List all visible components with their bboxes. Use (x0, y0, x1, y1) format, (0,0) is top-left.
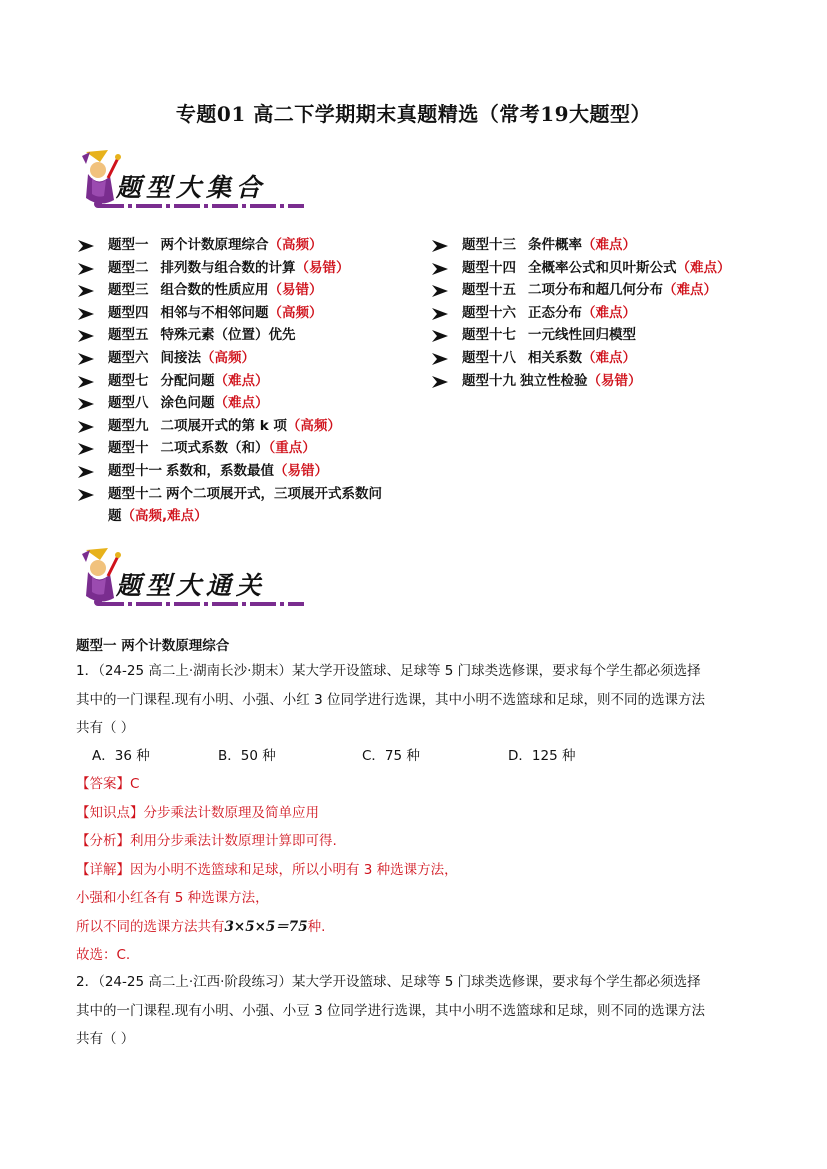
toc-item[interactable]: 题型十三 条件概率（难点） (430, 234, 731, 257)
toc-item[interactable]: 题型四 相邻与不相邻问题（高频） (76, 302, 394, 325)
arrow-bullet-icon (76, 375, 96, 389)
answer-line: 【答案】C (76, 776, 140, 792)
question-line: 2．（24-25 高二上·江西·阶段练习）某大学开设篮球、足球等 5 门球类选修课，要求每个学生都必须选择 (76, 974, 701, 990)
question-line: 1．（24-25 高二上·湖南长沙·期末）某大学开设篮球、足球等 5 门球类选修课，要求每个学生都必须选择 (76, 663, 701, 679)
question-1 (76, 657, 756, 743)
arrow-bullet-icon (430, 375, 450, 389)
arrow-bullet-icon (76, 465, 96, 479)
toc-item[interactable]: 题型七 分配问题（难点） (76, 370, 394, 393)
toc-item[interactable]: 题型十二 两个二项展开式，三项展开式系数问题（高频,难点） (76, 483, 394, 527)
analysis-line: 【分析】利用分步乘法计数原理计算即可得. (76, 833, 337, 849)
arrow-bullet-icon (430, 239, 450, 253)
arrow-bullet-icon (76, 239, 96, 253)
toc-item[interactable]: 题型十一 系数和，系数最值（易错） (76, 460, 394, 483)
question-line: 共有（ ） (76, 720, 135, 736)
option-a[interactable]: A．36 种 (92, 748, 150, 764)
toc-item[interactable]: 题型八 涂色问题（难点） (76, 392, 394, 415)
question-2 (76, 968, 756, 1054)
question-line: 共有（ ） (76, 1031, 135, 1047)
section-heading: 题型一 两个计数原理综合 (76, 638, 230, 654)
arrow-bullet-icon (76, 262, 96, 276)
toc-item[interactable]: 题型十 二项式系数（和）（重点） (76, 437, 394, 460)
arrow-bullet-icon (76, 352, 96, 366)
question-line: 其中的一门课程.现有小明、小强、小豆 3 位同学进行选课，其中小明不选篮球和足球，则不同的选课方法 (76, 1002, 705, 1019)
arrow-bullet-icon (76, 488, 96, 502)
option-c[interactable]: C．75 种 (362, 748, 420, 764)
banner-title: 题型大集合 (116, 173, 267, 202)
toc-item[interactable]: 题型五 特殊元素（位置）优先 (76, 324, 394, 347)
toc-item[interactable]: 题型十四 全概率公式和贝叶斯公式（难点） (430, 257, 731, 280)
arrow-bullet-icon (76, 397, 96, 411)
toc-left-column (76, 234, 394, 527)
arrow-bullet-icon (430, 307, 450, 321)
banner-title: 题型大通关 (116, 571, 267, 600)
toc-item[interactable]: 题型九 二项展开式的第 k 项（高频） (76, 415, 394, 438)
toc-item[interactable]: 题型十七 一元线性回归模型 (430, 324, 731, 347)
section-banner-practice (74, 546, 306, 616)
section-banner-collection (74, 148, 306, 218)
solution-block (76, 770, 756, 970)
banner-divider (98, 204, 304, 208)
conclusion-line: 故选：C. (76, 947, 131, 963)
arrow-bullet-icon (76, 420, 96, 434)
option-b[interactable]: B．50 种 (218, 748, 276, 764)
arrow-bullet-icon (76, 284, 96, 298)
detail-line: 【详解】因为小明不选篮球和足球，所以小明有 3 种选课方法， (76, 861, 458, 878)
toc-item[interactable]: 题型十八 相关系数（难点） (430, 347, 731, 370)
option-d[interactable]: D．125 种 (508, 748, 576, 764)
toc-item[interactable]: 题型十九 独立性检验（易错） (430, 370, 731, 393)
arrow-bullet-icon (430, 329, 450, 343)
toc-item[interactable]: 题型一 两个计数原理综合（高频） (76, 234, 394, 257)
toc-item[interactable]: 题型六 间接法（高频） (76, 347, 394, 370)
formula: 3×5×5＝75 (224, 918, 308, 935)
toc-item[interactable]: 题型三 组合数的性质应用（易错） (76, 279, 394, 302)
knowledge-line: 【知识点】分步乘法计数原理及简单应用 (76, 804, 319, 821)
detail-line: 小强和小红各有 5 种选课方法， (76, 890, 269, 906)
arrow-bullet-icon (430, 284, 450, 298)
question-line: 其中的一门课程.现有小明、小强、小红 3 位同学进行选课，其中小明不选篮球和足球，则不同的选课方法 (76, 691, 705, 708)
arrow-bullet-icon (76, 442, 96, 456)
toc-item[interactable]: 题型十五 二项分布和超几何分布（难点） (430, 279, 731, 302)
toc-right-column (430, 234, 731, 392)
page-title: 专题01 高二下学期期末真题精选（常考19大题型） (175, 102, 652, 126)
toc-item[interactable]: 题型十六 正态分布（难点） (430, 302, 731, 325)
banner-divider (98, 602, 304, 606)
detail-line: 所以不同的选课方法共有3×5×5＝75种. (76, 918, 326, 935)
arrow-bullet-icon (76, 329, 96, 343)
arrow-bullet-icon (430, 262, 450, 276)
answer-options (92, 742, 712, 770)
arrow-bullet-icon (430, 352, 450, 366)
toc-item[interactable]: 题型二 排列数与组合数的计算（易错） (76, 257, 394, 280)
arrow-bullet-icon (76, 307, 96, 321)
